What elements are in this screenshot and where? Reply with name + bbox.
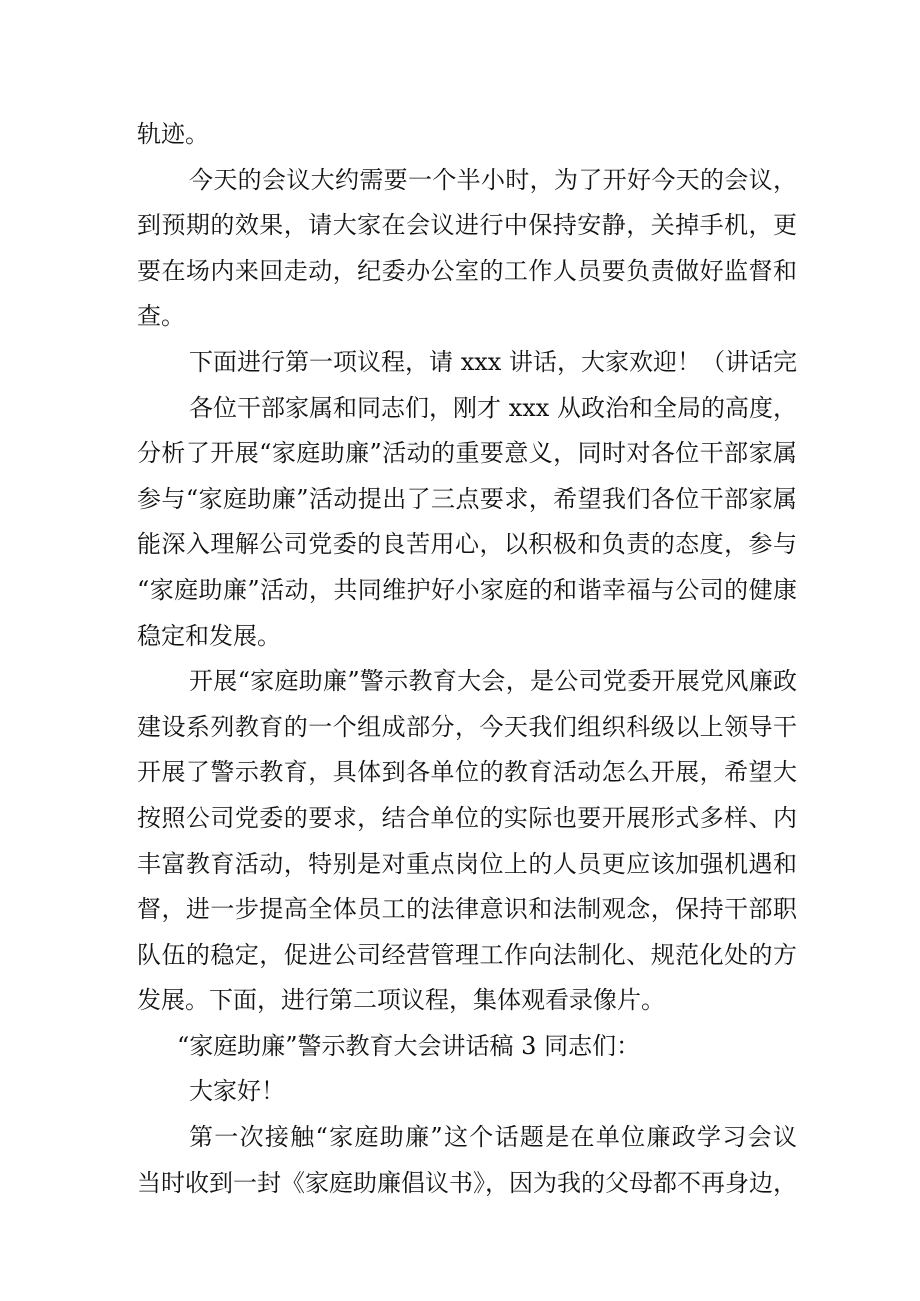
text-line: 今天的会议大约需要一个半小时，为了开好今天的会议，	[189, 165, 797, 194]
text-line: 丰富教育活动，特别是对重点岗位上的人员更应该加强机遇和	[137, 849, 797, 878]
text-line: 当时收到一封《家庭助廉倡议书》，因为我的父母都不再身边，	[137, 1168, 797, 1197]
text-line: 各位干部家属和同志们，刚才 xxx 从政治和全局的高度，	[189, 393, 797, 422]
text-line: 大家好！	[189, 1077, 285, 1106]
text-line: 查。	[137, 302, 185, 331]
text-line: 督，进一步提高全体员工的法律意识和法制观念，保持干部职	[137, 895, 797, 924]
text-line: 建设系列教育的一个组成部分，今天我们组织科级以上领导干	[137, 712, 797, 741]
text-line: 开展“家庭助廉”警示教育大会，是公司党委开展党风廉政	[189, 667, 797, 696]
text-line: 开展了警示教育，具体到各单位的教育活动怎么开展，希望大	[137, 758, 797, 787]
text-line: “家庭助廉”活动，共同维护好小家庭的和谐幸福与公司的健康	[137, 575, 797, 604]
text-line: 下面进行第一项议程，请 xxx 讲话，大家欢迎！（讲话完	[189, 347, 797, 376]
text-line: 能深入理解公司党委的良苦用心，以积极和负责的态度，参与	[137, 530, 797, 559]
document-body	[137, 112, 797, 1206]
text-line: 稳定和发展。	[137, 621, 281, 650]
text-line: 轨迹。	[137, 120, 209, 148]
text-line: 发展。下面，进行第二项议程，集体观看录像片。	[137, 986, 665, 1015]
text-line: 队伍的稳定，促进公司经营管理工作向法制化、规范化处的方	[137, 940, 797, 969]
text-line: 分析了开展“家庭助廉”活动的重要意义，同时对各位干部家属	[137, 439, 797, 468]
text-line: 要在场内来回走动，纪委办公室的工作人员要负责做好监督和	[137, 256, 797, 285]
text-line: 参与“家庭助廉”活动提出了三点要求，希望我们各位干部家属	[137, 484, 797, 513]
text-line: 到预期的效果，请大家在会议进行中保持安静，关掉手机，更	[137, 211, 797, 240]
section-heading: “家庭助廉”警示教育大会讲话稿 3 同志们：	[177, 1031, 641, 1060]
text-line: 按照公司党委的要求，结合单位的实际也要开展形式多样、内	[137, 803, 797, 832]
text-line: 第一次接触“家庭助廉”这个话题是在单位廉政学习会议	[189, 1123, 797, 1152]
